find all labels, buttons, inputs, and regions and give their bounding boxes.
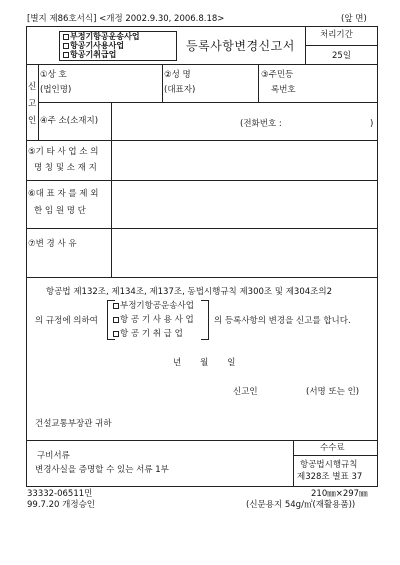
company-name-sub: (법인명) xyxy=(40,85,72,95)
side-label: (앞 면) xyxy=(341,14,367,24)
form-title: 등록사항변경신고서 xyxy=(186,39,295,53)
resident-number-sub: 록번호 xyxy=(271,85,296,95)
statement-type-2: 항 공 기 사 용 사 업 xyxy=(113,316,194,325)
officers-label: ⑥대 표 자 를 제 외 xyxy=(28,189,99,199)
recipient: 건설교통부장관 귀하 xyxy=(35,419,112,429)
representative-sub: (대표자) xyxy=(164,85,196,95)
other-office-label: ⑤기 타 사 업 소 의 xyxy=(28,147,99,157)
applicant-side-char-3: 인 xyxy=(28,116,37,126)
phone-close: ) xyxy=(370,119,374,129)
other-office-label-2: 명 칭 및 소 재 지 xyxy=(34,163,97,173)
statement-pre: 의 규정에 의하여 xyxy=(35,316,98,326)
title-type-1: 부정기항공운송사업 xyxy=(63,33,140,41)
applicant-side-char-2: 고 xyxy=(28,99,37,109)
title-type-3: 항공기취급업 xyxy=(63,51,116,59)
date-line: 년 월 일 xyxy=(173,358,236,368)
fee-label: 수수료 xyxy=(320,443,345,453)
required-docs-item: 변경사실을 증명할 수 있는 서류 1부 xyxy=(35,465,169,475)
change-reason-label: ⑦변 경 사 유 xyxy=(28,239,77,249)
form-number: [별지 제86호서식] xyxy=(27,14,97,24)
representative-label: ②성 명 xyxy=(164,70,191,80)
signer-sign: (서명 또는 인) xyxy=(306,387,360,397)
revision-note: <개정 2002.9.30, 2006.8.18> xyxy=(99,14,225,24)
statement-type-3: 항 공 기 취 급 업 xyxy=(113,330,183,339)
required-docs-label: 구비서류 xyxy=(37,451,70,461)
title-type-2: 항공기사용사업 xyxy=(63,42,124,50)
resident-number-label: ③주민등 xyxy=(261,70,294,80)
fee-line-1: 항공법시행규칙 xyxy=(300,460,358,470)
processing-period-label: 처리기간 xyxy=(320,30,353,40)
statement-line-1: 항공법 제132조, 제134조, 제137조, 동법시행규칙 제300조 및 제304조의2 xyxy=(46,287,332,297)
approval-note: 99.7.20 개정승인 xyxy=(27,500,95,510)
paper-size: 210㎜×297㎜ xyxy=(311,489,368,499)
company-name-label: ①상 호 xyxy=(40,70,67,80)
form-code: 33332-06511민 xyxy=(27,489,93,499)
signer-label: 신고인 xyxy=(233,387,258,397)
address-label: ④주 소(소재지) xyxy=(40,116,99,126)
form-frame xyxy=(26,26,378,487)
statement-type-1: 부정기항공운송사업 xyxy=(113,302,194,311)
processing-period-value: 25일 xyxy=(332,51,352,61)
officers-label-2: 한 임 원 명 단 xyxy=(34,206,86,216)
applicant-side-char-1: 신 xyxy=(28,82,37,92)
statement-post: 의 등록사항의 변경을 신고를 합니다. xyxy=(214,316,351,326)
paper-type: (신문용지 54g/㎡(재활용품)) xyxy=(246,500,356,510)
phone-label: (전화번호 : xyxy=(240,119,282,129)
fee-line-2: 제328조 별표 37 xyxy=(297,472,363,482)
